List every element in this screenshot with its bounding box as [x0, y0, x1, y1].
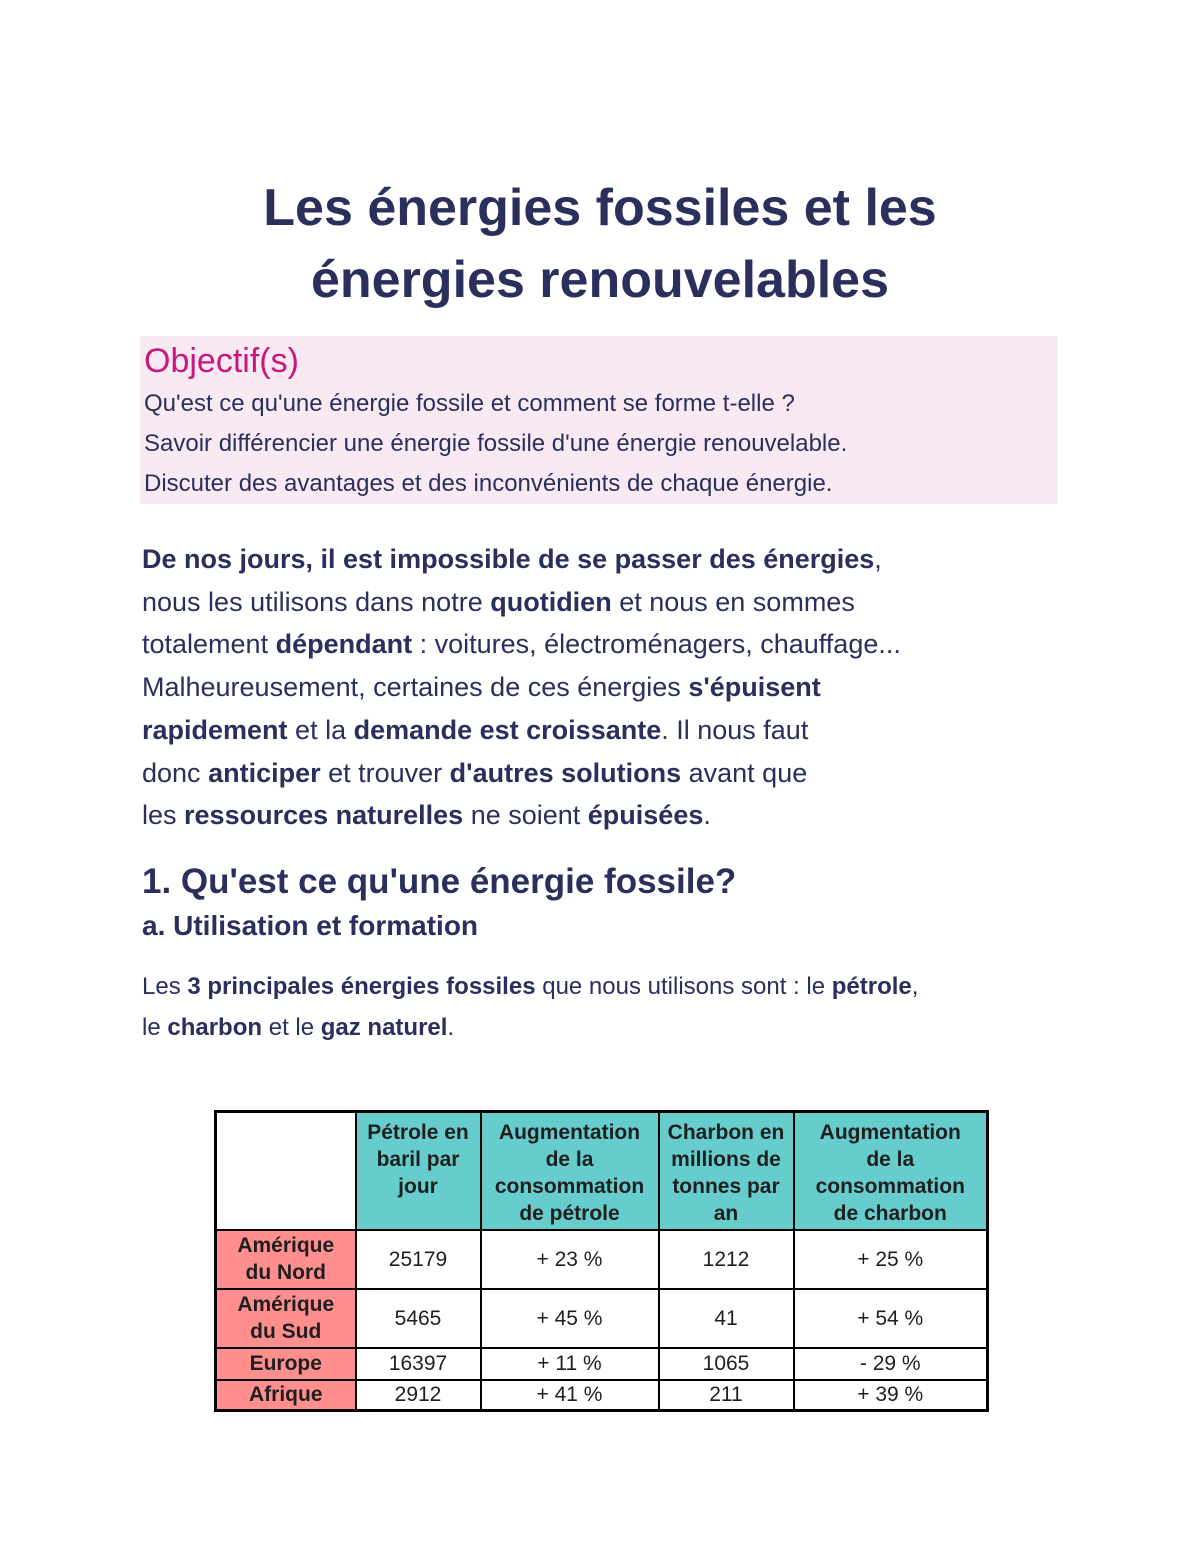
table-cell: 1065 [659, 1348, 794, 1380]
header-line: de la [545, 1148, 594, 1171]
header-line: Charbon en [667, 1121, 785, 1144]
intro-bold: anticiper [208, 757, 321, 788]
table-row [216, 1230, 988, 1289]
table-cell: 16397 [356, 1348, 481, 1380]
table-cell: 211 [659, 1380, 794, 1411]
page-title [0, 172, 1200, 316]
title-line-1: Les énergies fossiles et les [263, 179, 937, 237]
intro-text: , [874, 544, 882, 574]
region-line: du Nord [245, 1261, 326, 1284]
para-text: . [447, 1014, 455, 1041]
table-cell: + 25 % [794, 1230, 988, 1289]
intro-bold: De nos jours, il est impossible de se passer des énergies [142, 544, 875, 574]
table-cell: + 54 % [794, 1289, 988, 1348]
para-text: et le [262, 1014, 321, 1041]
para-bold: 3 principales énergies fossiles [187, 973, 536, 1000]
region-cell [216, 1289, 356, 1348]
para-bold: charbon [167, 1014, 263, 1041]
para-bold: gaz naturel [320, 1014, 448, 1041]
intro-bold: ressources naturelles [184, 800, 464, 831]
intro-bold: s'épuisent [688, 672, 821, 703]
table-row [216, 1380, 988, 1411]
table-cell: 5465 [356, 1289, 481, 1348]
header-line: jour [398, 1175, 438, 1198]
section-heading: 1. Qu'est ce qu'une énergie fossile? [142, 862, 737, 901]
table-cell: + 23 % [481, 1230, 659, 1289]
table-header-cell [794, 1112, 988, 1230]
header-line: de la [866, 1148, 915, 1171]
objective-item: Savoir différencier une énergie fossile d'une énergie renouvelable. [144, 430, 848, 457]
intro-bold: demande est croissante [353, 714, 662, 745]
para-text: que nous utilisons sont : le [535, 973, 832, 1000]
objectives-box [140, 336, 1058, 504]
para-text: Les [142, 973, 188, 1000]
objective-item: Discuter des avantages et des inconvénients de chaque énergie. [144, 470, 833, 497]
table-cell: + 39 % [794, 1380, 988, 1411]
intro-text: donc [142, 757, 209, 788]
table-row [216, 1348, 988, 1380]
header-line: Augmentation [498, 1121, 641, 1144]
header-line: baril par [376, 1148, 460, 1171]
header-line: an [713, 1202, 739, 1225]
energy-consumption-table [214, 1110, 989, 1412]
region-line: Amérique [237, 1293, 335, 1316]
header-line: consommation [815, 1175, 965, 1198]
region-line: Amérique [237, 1234, 335, 1257]
table-cell: 1212 [659, 1230, 794, 1289]
table-cell: 2912 [356, 1380, 481, 1411]
intro-bold: d'autres solutions [449, 757, 682, 788]
table-row [216, 1289, 988, 1348]
intro-bold: quotidien [490, 586, 612, 617]
intro-text: et nous en sommes [611, 586, 855, 617]
objective-item: Qu'est ce qu'une énergie fossile et comment se forme t-elle ? [144, 390, 795, 417]
region-cell [216, 1230, 356, 1289]
intro-bold: rapidement [142, 714, 288, 745]
intro-text: nous les utilisons dans notre [142, 586, 491, 617]
table-cell: + 45 % [481, 1289, 659, 1348]
table-cell: - 29 % [794, 1348, 988, 1380]
table-header-cell [659, 1112, 794, 1230]
region-cell: Afrique [216, 1380, 356, 1411]
header-line: tonnes par [672, 1175, 780, 1198]
intro-text: ne soient [463, 800, 588, 831]
header-line: millions de [671, 1148, 781, 1171]
intro-bold: dépendant [275, 629, 413, 660]
objectives-heading: Objectif(s) [144, 342, 299, 380]
subsection-heading: a. Utilisation et formation [142, 910, 479, 941]
intro-text: les [142, 800, 185, 831]
intro-text: Malheureusement, certaines de ces énergies [142, 672, 689, 703]
header-line: consommation [494, 1175, 645, 1198]
table-corner-cell [216, 1112, 356, 1230]
table-cell: + 41 % [481, 1380, 659, 1411]
table-cell: 41 [659, 1289, 794, 1348]
fossil-energies-paragraph [142, 966, 918, 1048]
intro-text: et la [287, 714, 354, 745]
intro-text: totalement [142, 629, 276, 660]
header-line: Augmentation [819, 1121, 961, 1144]
table-header-cell [356, 1112, 481, 1230]
table-cell: + 11 % [481, 1348, 659, 1380]
region-line: du Sud [250, 1320, 322, 1343]
intro-text: et trouver [320, 757, 450, 788]
region-cell: Europe [216, 1348, 356, 1380]
para-bold: pétrole [831, 973, 912, 1000]
para-text: le [142, 1014, 168, 1041]
header-line: Pétrole en [367, 1121, 469, 1144]
header-line: de pétrole [519, 1202, 620, 1225]
table-header-row [216, 1112, 988, 1230]
table-header-cell [481, 1112, 659, 1230]
intro-paragraph [142, 538, 1072, 837]
header-line: de charbon [833, 1202, 947, 1225]
para-text: , [911, 973, 919, 1000]
intro-text: : voitures, électroménagers, chauffage... [412, 629, 901, 660]
title-line-2: énergies renouvelables [310, 251, 890, 309]
intro-text: . Il nous faut [661, 714, 809, 745]
table-cell: 25179 [356, 1230, 481, 1289]
intro-text: avant que [681, 757, 808, 788]
intro-bold: épuisées [587, 800, 704, 831]
intro-text: . [703, 800, 711, 831]
